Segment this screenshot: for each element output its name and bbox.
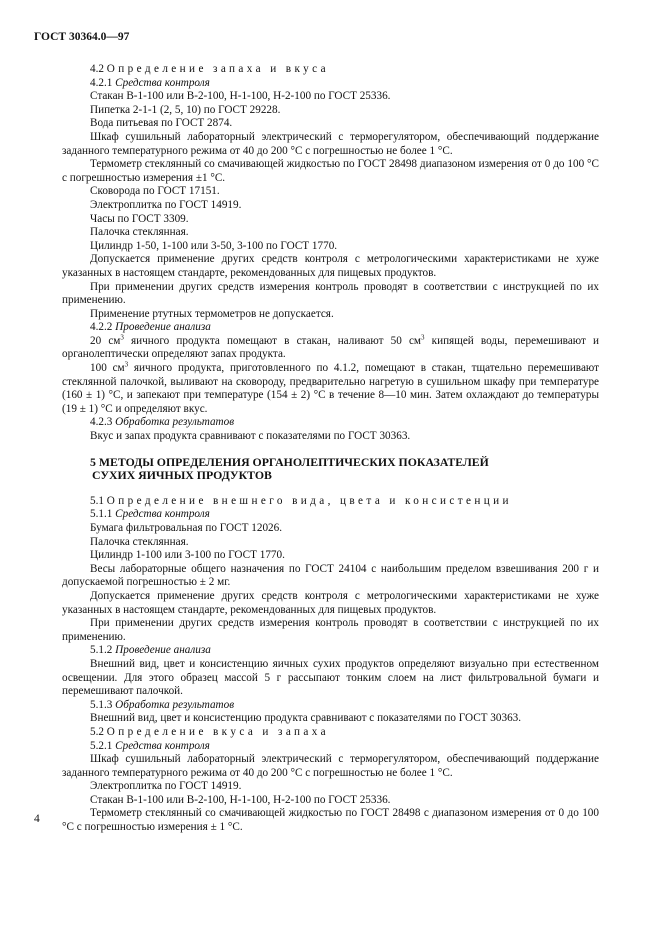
paragraph: Палочка стеклянная. — [90, 535, 189, 548]
spaced-title: Определение внешнего вида, цвета и консистенции — [106, 494, 512, 507]
subsection-heading: 4.2.2 Проведение анализа — [90, 321, 211, 334]
paragraph: Электроплитка по ГОСТ 14919. — [90, 198, 242, 211]
subsection-heading: 5.1.3 Обработка результатов — [90, 698, 235, 711]
paragraph: При применении других средств измерения контроль проводят в соответствии с инструкцией по их применению. — [62, 280, 599, 307]
paragraph: Бумага фильтровальная по ГОСТ 12026. — [90, 522, 283, 534]
paragraph: При применении других средств измерения контроль проводят в соответствии с инструкцией по их применению. — [62, 617, 599, 643]
paragraph: Весы лабораторные общего назначения по ГОСТ 24104 с наибольшим пределом взвешивания 200 г и допускаемой погрешностью ± 2 мг. — [62, 562, 599, 589]
paragraph: Допускается применение других средств контроля с метрологическими характеристиками не хуже указанных в настоящем стандарте, рекомендованных для пищевых продуктов. — [62, 589, 599, 616]
subsection-heading: 5.2.1 Средства контроля — [90, 739, 210, 752]
paragraph: Цилиндр 1-100 или 3-100 по ГОСТ 1770. — [90, 549, 285, 562]
paragraph: Стакан В-1-100 или В-2-100, Н-1-100, Н-2-100 по ГОСТ 25336. — [90, 793, 391, 806]
paragraph: Применение ртутных термометров не допускается. — [90, 307, 334, 320]
paragraph: 100 $см^3$ яичного продукта, приготовленного по 4.1.2, помещают в стакан, тщательно перемешивают стеклянной палочкой, выливают на сковороду, предварительно нагретую в сушильном шкафу при температуре (160 ± 1) °С, и запекают при температуре (154 ± 2) °С в течение 8—10 мин. Затем охлаждают до температуры (19 ± 1) °С и определяют вкус. — [62, 360, 600, 415]
paragraph: Шкаф сушильный лабораторный электрический с терморегулятором, обеспечивающий поддержание заданного температурного режима от 40 до 200 °С с погрешностью не более 1 °С. — [62, 753, 599, 779]
paragraph: Цилиндр 1-50, 1-100 или 3-50, 3-100 по ГОСТ 1770. — [90, 239, 338, 252]
subsection-heading: 5.1.1 Средства контроля — [90, 508, 210, 521]
paragraph: Пипетка 2-1-1 (2, 5, 10) по ГОСТ 29228. — [90, 103, 281, 116]
subsection-heading: 4.2.1 Средства контроля — [90, 76, 210, 89]
paragraph: Вкус и запах продукта сравнивают с показателями по ГОСТ 30363. — [90, 430, 411, 443]
paragraph: Электроплитка по ГОСТ 14919. — [90, 780, 242, 793]
paragraph: Стакан В-1-100 или В-2-100, Н-1-100, Н-2-100 по ГОСТ 25336. — [90, 90, 391, 103]
paragraph: Сковорода по ГОСТ 17151. — [90, 185, 220, 198]
subsection-heading: 5.1 Определение внешнего вида, цвета и консистенции — [90, 494, 512, 507]
page-number: 4 — [34, 813, 40, 825]
spaced-title: Определение запаха и вкуса — [106, 63, 330, 75]
paragraph: Часы по ГОСТ 3309. — [90, 212, 189, 225]
subsection-heading: 5.1.2 Проведение анализа — [90, 644, 211, 657]
paragraph: Термометр стеклянный со смачивающей жидкостью по ГОСТ 28498 с диапазоном измерения от 0 до 100 °С с погрешностью измерения ± 1 °С. — [62, 807, 599, 834]
spaced-title: Определение вкуса и запаха — [106, 725, 330, 738]
paragraph: Шкаф сушильный лабораторный электрический с терморегулятором, обеспечивающий поддержание заданного температурного режима от 40 до 200 °С с погрешностью не более 1 °С. — [62, 130, 599, 157]
subsection-heading: 4.2 Определение запаха и вкуса — [90, 63, 330, 75]
subsection-heading: 5.2 Определение вкуса и запаха — [90, 725, 330, 738]
document-body — [62, 63, 599, 835]
subsection-heading: 4.2.3 Обработка результатов — [90, 416, 235, 429]
paragraph: 20 $см^3$ яичного продукта помещают в стакан, наливают 50 $см^3$ кипящей воды, перемешивают и органолептически определяют запах продукта. — [62, 333, 600, 361]
document-header: ГОСТ 30364.0—97 — [34, 31, 130, 43]
paragraph: Внешний вид, цвет и консистенцию яичных сухих продуктов определяют визуально при естественном освещении. Для этого образец массой 5 г рассыпают тонким слоем на лист фильтровальной бумаги и перемешивают палочкой. — [62, 657, 599, 698]
section-heading: 5 МЕТОДЫ ОПРЕДЕЛЕНИЯ ОРГАНОЛЕПТИЧЕСКИХ ПОКАЗАТЕЛЕЙ СУХИХ ЯИЧНЫХ ПРОДУКТОВ — [90, 454, 489, 483]
paragraph: Допускается применение других средств контроля с метрологическими характеристиками не хуже указанных в настоящем стандарте, рекомендованных для пищевых продуктов. — [62, 253, 599, 279]
paragraph: Вода питьевая по ГОСТ 2874. — [90, 117, 233, 130]
paragraph: Термометр стеклянный со смачивающей жидкостью по ГОСТ 28498 диапазоном измерения от 0 до 100 °С с погрешностью измерения ±1 °С. — [62, 158, 599, 184]
paragraph: Палочка стеклянная. — [90, 226, 189, 239]
paragraph: Внешний вид, цвет и консистенцию продукта сравнивают с показателями по ГОСТ 30363. — [90, 712, 522, 725]
